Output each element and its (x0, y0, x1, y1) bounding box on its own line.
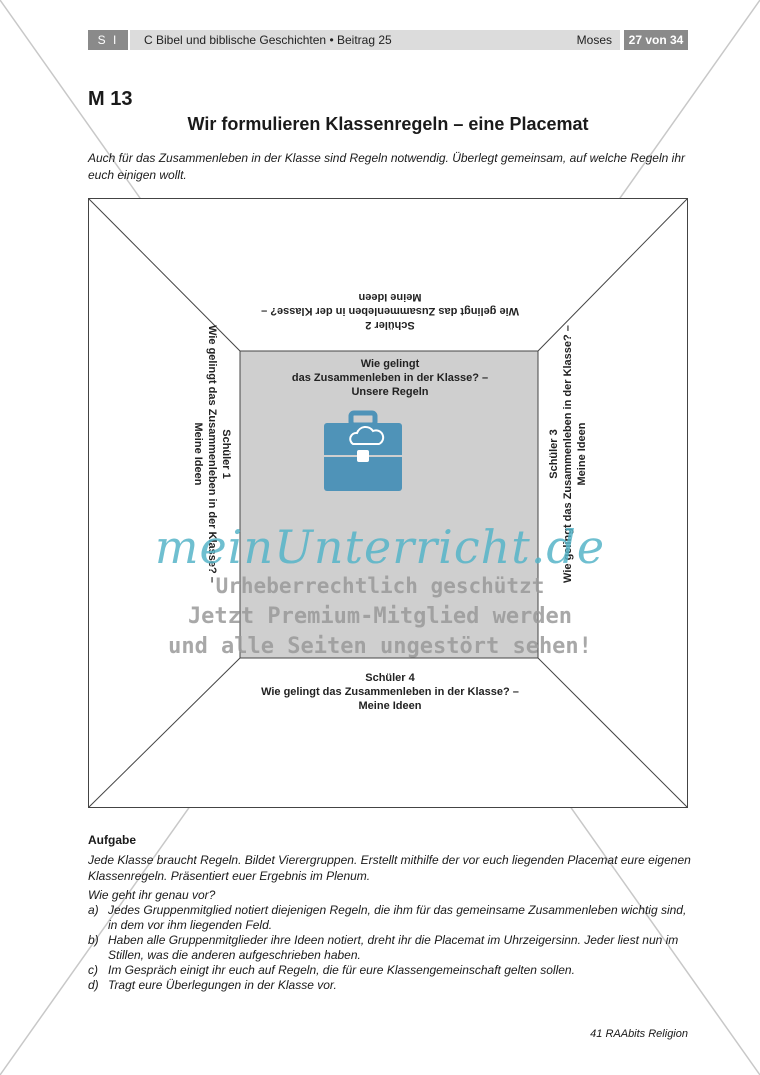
breadcrumb: C Bibel und biblische Geschichten • Beitrag 25 (144, 33, 392, 47)
student4-field-label: Schüler 4 Wie gelingt das Zusammenleben in der Klasse? – Meine Ideen (261, 672, 519, 712)
level-badge: S I (88, 30, 128, 50)
watermark-line-1: Urheberrechtlich geschützt (215, 574, 545, 598)
page-count: 27 von 34 (624, 30, 688, 50)
list-item: c) Im Gespräch einigt ihr euch auf Regeln, die für eure Klassengemeinschaft gelten sollen. (88, 963, 575, 977)
center-field-label: Wie gelingt das Zusammenleben in der Klasse? – Unsere Regeln (291, 358, 489, 398)
list-item: b) Haben alle Gruppenmitglieder ihre Ideen notiert, dreht ihr die Placemat im Uhrzeigersinn. Jeder liest nun im Stillen, was die anderen aufgeschrieben haben. (88, 933, 679, 962)
task-heading: Aufgabe (88, 833, 136, 847)
watermark-line-3: und alle Seiten ungestört sehen! (168, 634, 592, 659)
task-text: Jede Klasse braucht Regeln. Bildet Vierergruppen. Erstellt mithilfe der vor euch liegenden Placemat eure eigenen Klassenregeln. Präsentiert euer Ergebnis im Plenum. (88, 853, 691, 883)
watermark-logo: meinUnterricht.de (154, 520, 606, 574)
material-label: M 13 (88, 88, 133, 110)
list-item: d) Tragt eure Überlegungen in der Klasse vor. (88, 978, 337, 992)
student3-field-label: Schüler 3 Wie gelingt das Zusammenleben in der Klasse? – Meine Ideen (548, 325, 588, 583)
topic-label: Moses (576, 33, 612, 47)
watermark-line-2: Jetzt Premium-Mitglied werden (187, 604, 573, 629)
page-title: Wir formulieren Klassenregeln – eine Placemat (187, 114, 589, 134)
header-bar (130, 30, 620, 50)
procedure-heading: Wie geht ihr genau vor? (88, 888, 216, 902)
briefcase-cloud-icon (324, 413, 402, 491)
student2-field-label: Schüler 2 Wie gelingt das Zusammenleben in der Klasse? – Meine Ideen (261, 291, 519, 331)
student1-field-label: Schüler 1 Wie gelingt das Zusammenleben in der Klasse? – Meine Ideen (192, 325, 232, 583)
procedure-list (88, 903, 698, 993)
intro-text: Auch für das Zusammenleben in der Klasse sind Regeln notwendig. Überlegt gemeinsam, auf welche Regeln ihr euch einigen wollt. (88, 151, 685, 182)
list-item: a) Jedes Gruppenmitglied notiert diejenigen Regeln, die ihm für das gemeinsame Zusammenleben wichtig sind, in dem vor ihm liegenden Feld. (88, 903, 687, 932)
page-footer: 41 RAAbits Religion (590, 1028, 688, 1040)
